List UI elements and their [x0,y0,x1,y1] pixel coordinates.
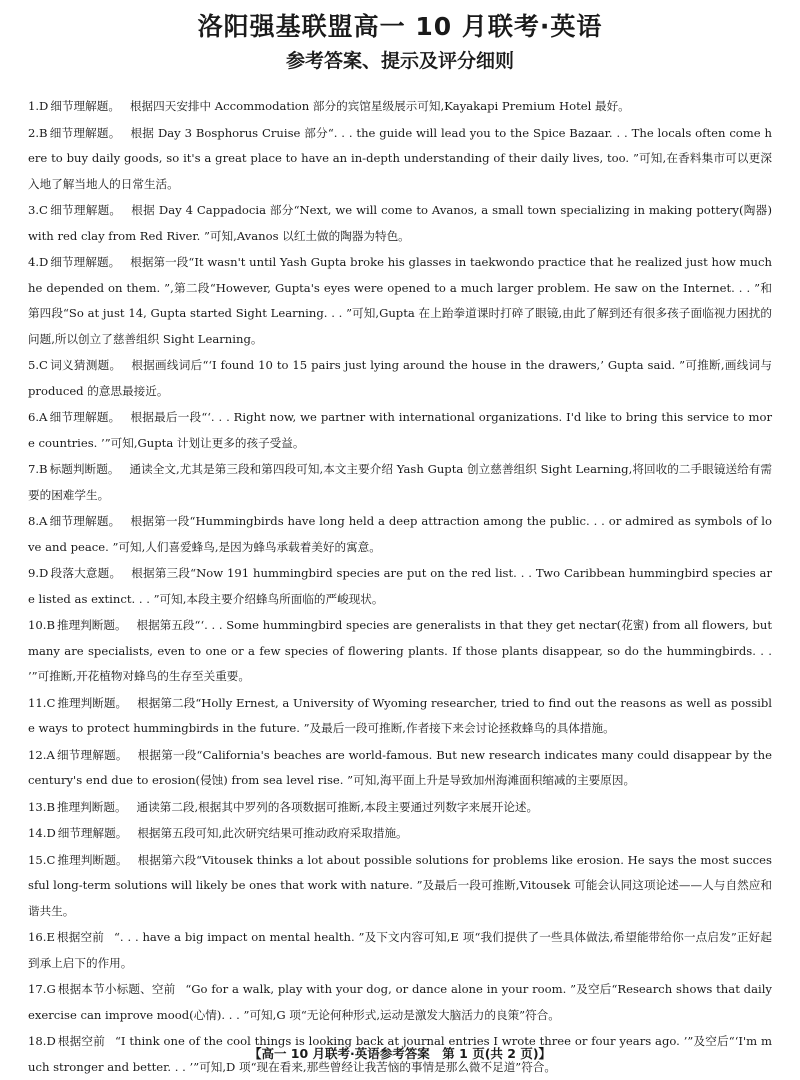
answer-type: 标题判断题。 [49,462,120,476]
answer-explanation: 根据第六段“Vitousek thinks a lot about possible solutions for problems like erosion. He says the most successful long-term solutions will likely be ones that work with nature. ”及最后一段可推断,Vitousek 可能会认同这项论述——人与自然应和谐共生。 [28,852,772,918]
answer-number: 9.D [28,566,49,580]
answer-number: 16.E [28,930,55,944]
answer-type: 细节理解题。 [49,125,121,140]
answer-item [28,743,772,794]
answer-item [28,848,772,925]
answer-item [28,795,772,821]
answer-explanation: “Go for a walk, play with your dog, or dance alone in your room. ”及空后“Research shows that daily exercise can improve mood(心情). . . ”可知,G 项“无论何种形式,运动是激发大脑活力的良策”符合。 [28,982,772,1022]
answer-explanation: 根据 Day 4 Cappadocia 部分“Next, we will come to Avanos, a small town specializing in making pottery(陶器) with red clay from Red River. ”可知,Avanos 以红土做的陶器为特色。 [28,203,772,243]
answer-number: 7.B [28,462,48,476]
answer-number: 12.A [28,747,55,762]
page-footer: 【高一 10 月联考·英语参考答案 第 1 页(共 2 页)】 [248,1046,552,1061]
answer-number: 6.A [28,410,48,424]
answer-type: 细节理解题。 [50,255,121,269]
answer-explanation: 根据第一段“It wasn't until Yash Gupta broke his glasses in taekwondo practice that he realized just how much he depended on them. ”,第二段“However, Gupta's eyes were opened to a much larger problem. He saw on the Internet. . . ”和第四段“So at just 14, Gupta started Sight Learning. . . ”可知,Gupta 在上跆拳道课时打碎了眼镜,由此了解到还有很多孩子面临视力困扰的问题,所以创立了慈善组织 Sight Learning。 [28,255,772,346]
answer-type: 细节理解题。 [49,410,121,424]
answer-type: 根据空前 [56,930,104,944]
answer-explanation: “I think one of the cool things is looking back at journal entries I wrote three or four years ago. ’”及空后“‘I'm much stronger and better. . . ’”可知,D 项“现在看来,那些曾经让我苦恼的事情是那么微不足道”符合。 [28,1034,772,1074]
answer-type: 推理判断题。 [57,852,128,867]
answer-number: 14.D [28,826,56,840]
answer-item [28,457,772,508]
answer-item [28,821,772,847]
answer-explanation: “. . . have a big impact on mental health. ”及下文内容可知,E 项“我们提供了一些具体做法,希望能带给你一点启发”正好起到承上启下的作用。 [28,930,772,970]
answer-item [28,509,772,560]
answer-number: 1.D [28,99,49,113]
answer-item [28,405,772,456]
answer-number: 13.B [28,799,55,814]
answer-list [28,94,772,1080]
answer-type: 推理判断题。 [56,799,127,814]
answer-type: 词义猜测题。 [49,358,122,372]
answer-number: 11.C [28,695,56,710]
answer-explanation: 通读全文,尤其是第三段和第四段可知,本文主要介绍 Yash Gupta 创立慈善组织 Sight Learning,将回收的二手眼镜送给有需要的困难学生。 [28,462,772,502]
answer-number: 5.C [28,358,48,372]
answer-explanation: 根据第五段“‘. . . Some hummingbird species are generalists in that they get nectar(花蜜) from all flowers, but many are specialists, even to one or a few species of flowering plants. If those plants disappear, so do the hummingbirds. . . ’”可推断,开花植物对蜂鸟的生存至关重要。 [28,618,773,683]
answer-type: 细节理解题。 [49,203,122,217]
answer-item [28,977,772,1028]
answer-number: 10.B [28,618,55,632]
answer-number: 15.C [28,852,56,867]
answer-item [28,250,772,352]
answer-type: 推理判断题。 [57,695,128,710]
answer-item [28,561,772,612]
answer-explanation: 根据第一段“California's beaches are world-famous. But new research indicates many could disappear by the century's end due to erosion(侵蚀) from sea level rise. ”可知,海平面上升是导致加州海滩面积缩减的主要原因。 [28,747,772,787]
answer-item [28,198,772,249]
answer-item [28,925,772,976]
answer-type: 细节理解题。 [50,99,120,113]
answer-explanation: 根据第五段可知,此次研究结果可推动政府采取措施。 [137,826,408,840]
answer-item [28,691,772,742]
answer-explanation: 根据四天安排中 Accommodation 部分的宾馆星级展示可知,Kayakapi Premium Hotel 最好。 [129,99,630,113]
answer-type: 根据空前 [57,1034,105,1048]
answer-type: 细节理解题。 [57,826,128,840]
answer-number: 18.D [28,1034,56,1048]
answer-explanation: 根据第三段“Now 191 hummingbird species are put on the red list. . . Two Caribbean hummingbird species are listed as extinct. . . ”可知,本段主要介绍蜂鸟所面临的严峻现状。 [28,566,772,606]
answer-explanation: 根据第二段“Holly Ernest, a University of Wyoming researcher, tried to find out the reasons as well as possible ways to protect hummingbirds in the future. ”及最后一段可推断,作者接下来会讨论拯救蜂鸟的具体措施。 [28,695,772,735]
answer-explanation: 根据最后一段“‘. . . Right now, we partner with international organizations. I'd like to bring this service to more countries. ’”可知,Gupta 计划让更多的孩子受益。 [28,410,772,450]
answer-item [28,613,772,690]
answer-explanation: 通读第二段,根据其中罗列的各项数据可推断,本段主要通过列数字来展开论述。 [136,799,539,814]
answer-item [28,353,772,404]
answer-type: 细节理解题。 [56,747,128,762]
answer-explanation: 根据画线词后“‘I found 10 to 15 pairs just lying around the house in the drawers,’ Gupta said. ”可推断,画线词与 produced 的意思最接近。 [28,358,772,398]
answer-explanation: 根据第一段“Hummingbirds have long held a deep attraction among the public. . . or admired as symbols of love and peace. ”可知,人们喜爱蜂鸟,是因为蜂鸟承载着美好的寓意。 [28,514,772,554]
answer-number: 3.C [28,203,48,217]
answer-item [28,121,772,198]
answer-number: 17.G [28,982,56,996]
answer-type: 段落大意题。 [50,566,122,580]
answer-item [28,94,772,120]
page-subtitle: 参考答案、提示及评分细则 [285,50,514,72]
answer-type: 推理判断题。 [56,618,127,632]
answer-number: 4.D [28,255,49,269]
answer-type: 根据本节小标题、空前 [57,982,176,996]
answer-type: 细节理解题。 [49,514,121,528]
answer-number: 2.B [28,125,48,140]
answer-number: 8.A [28,514,48,528]
answer-explanation: 根据 Day 3 Bosphorus Cruise 部分“. . . the guide will lead you to the Spice Bazaar. . . The locals often come here to buy daily goods, so it's a great place to have an in-depth understanding of their daily lives, too. ”可知,在香料集市可以更深入地了解当地人的日常生活。 [28,125,772,191]
page-title: 洛阳强基联盟高一 10 月联考·英语 [197,12,603,41]
